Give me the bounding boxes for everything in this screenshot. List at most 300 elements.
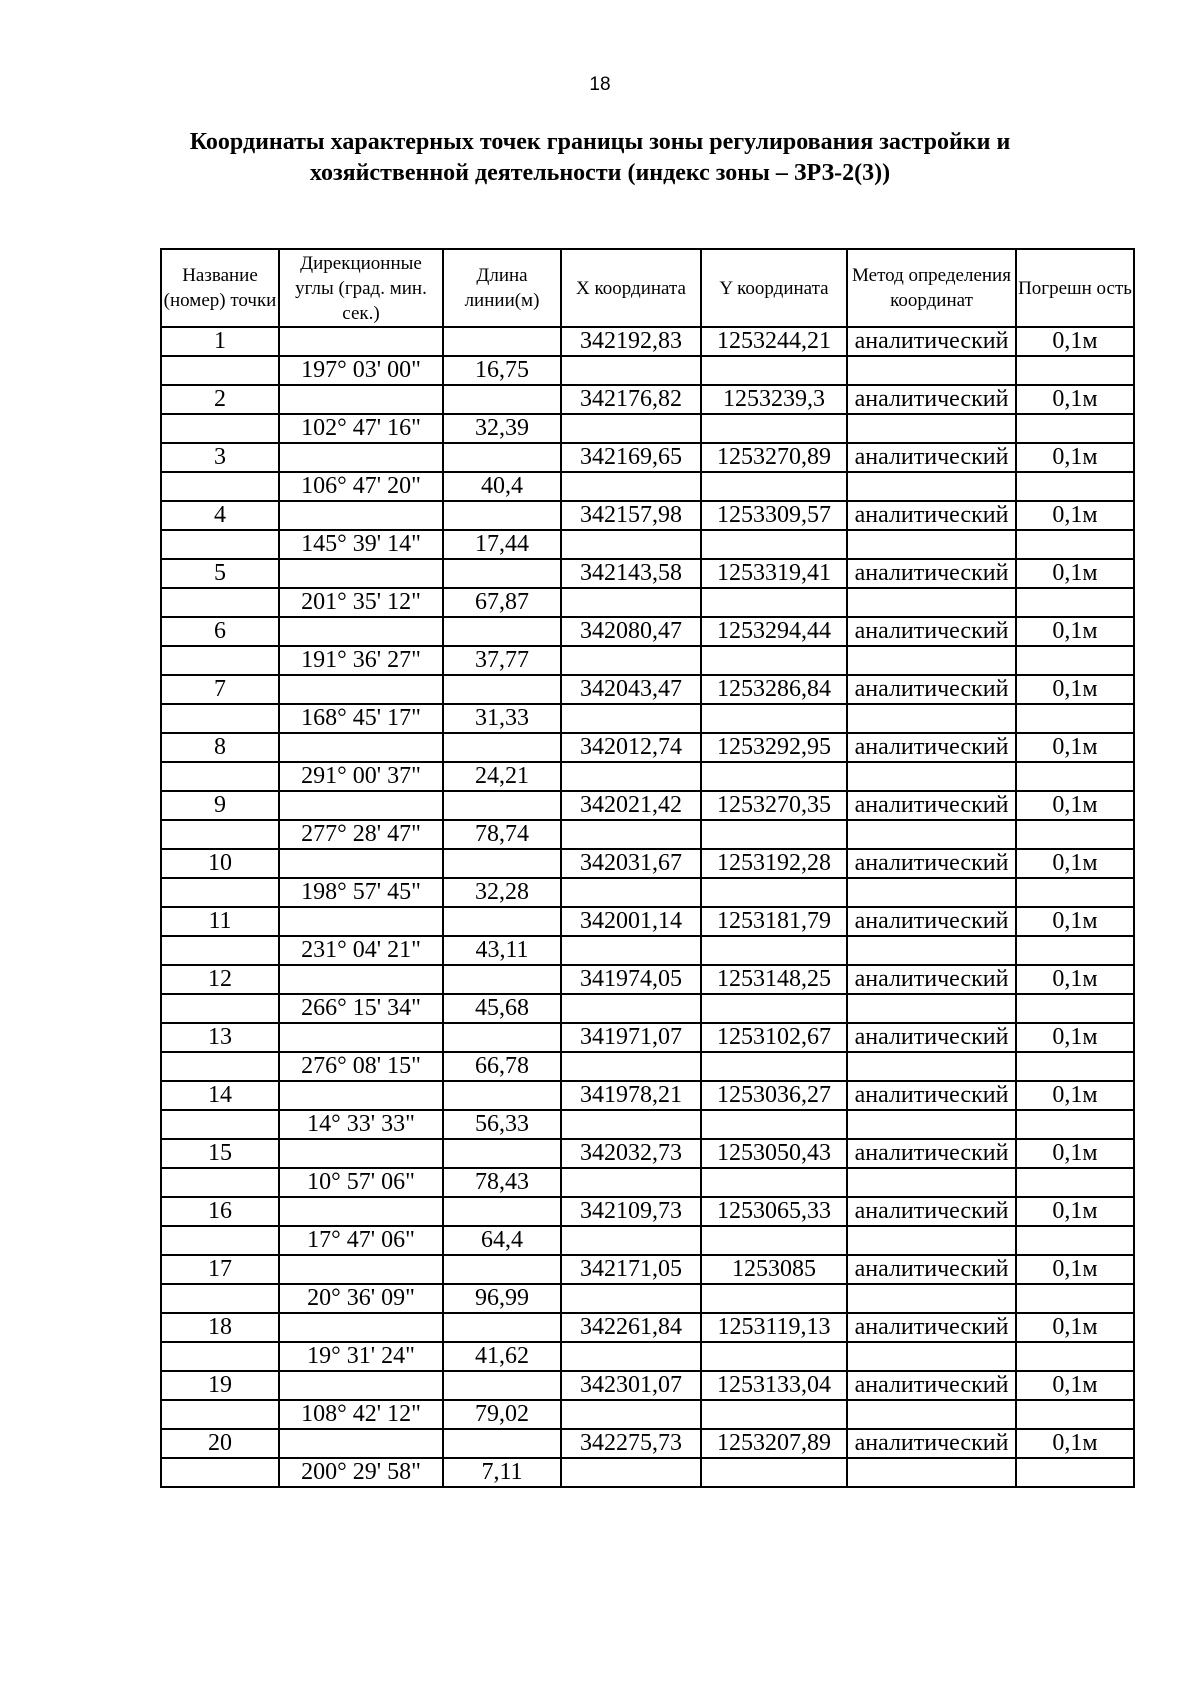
line-length-cell [443, 501, 561, 530]
point-name-cell: 3 [161, 443, 279, 472]
accuracy-cell: 0,1м [1016, 385, 1134, 414]
method-cell [847, 1052, 1016, 1081]
line-length-cell: 43,11 [443, 936, 561, 965]
y-coordinate-cell: 1253319,41 [701, 559, 847, 588]
accuracy-cell [1016, 1284, 1134, 1313]
line-length-cell: 37,77 [443, 646, 561, 675]
point-name-cell: 14 [161, 1081, 279, 1110]
table-row [161, 849, 1134, 878]
method-cell [847, 994, 1016, 1023]
line-length-cell: 24,21 [443, 762, 561, 791]
y-coordinate-cell [701, 1400, 847, 1429]
line-length-cell: 78,74 [443, 820, 561, 849]
method-cell [847, 762, 1016, 791]
x-coordinate-cell [561, 1284, 701, 1313]
method-cell: аналитический [847, 1429, 1016, 1458]
accuracy-cell: 0,1м [1016, 1429, 1134, 1458]
point-name-cell: 5 [161, 559, 279, 588]
method-cell: аналитический [847, 1023, 1016, 1052]
point-name-cell: 18 [161, 1313, 279, 1342]
accuracy-cell: 0,1м [1016, 1255, 1134, 1284]
y-coordinate-cell [701, 1168, 847, 1197]
table-row [161, 675, 1134, 704]
accuracy-cell: 0,1м [1016, 907, 1134, 936]
y-coordinate-cell [701, 936, 847, 965]
direction-angle-cell [279, 1371, 443, 1400]
accuracy-cell [1016, 762, 1134, 791]
direction-angle-cell [279, 501, 443, 530]
table-row [161, 501, 1134, 530]
table-row [161, 588, 1134, 617]
y-coordinate-cell [701, 530, 847, 559]
line-length-cell [443, 327, 561, 356]
y-coordinate-cell: 1253192,28 [701, 849, 847, 878]
header-y-coordinate: Y координата [701, 249, 847, 327]
table-row [161, 1052, 1134, 1081]
point-name-cell [161, 588, 279, 617]
x-coordinate-cell: 342275,73 [561, 1429, 701, 1458]
method-cell [847, 1110, 1016, 1139]
accuracy-cell [1016, 1226, 1134, 1255]
direction-angle-cell [279, 1313, 443, 1342]
method-cell: аналитический [847, 385, 1016, 414]
method-cell [847, 530, 1016, 559]
table-row [161, 1313, 1134, 1342]
accuracy-cell [1016, 1052, 1134, 1081]
table-row [161, 472, 1134, 501]
header-line-length: Длина линии(м) [443, 249, 561, 327]
table-row [161, 617, 1134, 646]
y-coordinate-cell: 1253286,84 [701, 675, 847, 704]
table-row [161, 1284, 1134, 1313]
y-coordinate-cell: 1253065,33 [701, 1197, 847, 1226]
accuracy-cell: 0,1м [1016, 791, 1134, 820]
point-name-cell [161, 762, 279, 791]
line-length-cell: 32,39 [443, 414, 561, 443]
method-cell [847, 1284, 1016, 1313]
accuracy-cell: 0,1м [1016, 1023, 1134, 1052]
y-coordinate-cell [701, 1052, 847, 1081]
table-row [161, 1342, 1134, 1371]
accuracy-cell [1016, 878, 1134, 907]
x-coordinate-cell [561, 646, 701, 675]
table-row [161, 1139, 1134, 1168]
x-coordinate-cell: 341971,07 [561, 1023, 701, 1052]
line-length-cell [443, 965, 561, 994]
x-coordinate-cell [561, 414, 701, 443]
method-cell [847, 1168, 1016, 1197]
method-cell: аналитический [847, 1081, 1016, 1110]
point-name-cell: 17 [161, 1255, 279, 1284]
table-row [161, 965, 1134, 994]
method-cell [847, 1400, 1016, 1429]
point-name-cell [161, 1226, 279, 1255]
method-cell: аналитический [847, 1313, 1016, 1342]
point-name-cell: 11 [161, 907, 279, 936]
y-coordinate-cell [701, 1284, 847, 1313]
x-coordinate-cell: 342109,73 [561, 1197, 701, 1226]
point-name-cell [161, 414, 279, 443]
line-length-cell: 67,87 [443, 588, 561, 617]
direction-angle-cell: 108° 42' 12" [279, 1400, 443, 1429]
line-length-cell [443, 385, 561, 414]
point-name-cell: 10 [161, 849, 279, 878]
coordinates-table [160, 248, 1135, 1488]
x-coordinate-cell [561, 1342, 701, 1371]
x-coordinate-cell [561, 1168, 701, 1197]
direction-angle-cell [279, 907, 443, 936]
method-cell: аналитический [847, 1255, 1016, 1284]
line-length-cell [443, 1023, 561, 1052]
document-title [100, 127, 1100, 189]
accuracy-cell [1016, 472, 1134, 501]
table-row [161, 1226, 1134, 1255]
point-name-cell [161, 1400, 279, 1429]
y-coordinate-cell [701, 646, 847, 675]
accuracy-cell [1016, 530, 1134, 559]
table-row [161, 878, 1134, 907]
y-coordinate-cell [701, 994, 847, 1023]
table-row [161, 1429, 1134, 1458]
x-coordinate-cell [561, 1400, 701, 1429]
method-cell [847, 1458, 1016, 1487]
line-length-cell [443, 1429, 561, 1458]
point-name-cell [161, 1052, 279, 1081]
direction-angle-cell: 20° 36' 09" [279, 1284, 443, 1313]
accuracy-cell: 0,1м [1016, 443, 1134, 472]
accuracy-cell [1016, 588, 1134, 617]
table-row [161, 994, 1134, 1023]
y-coordinate-cell [701, 878, 847, 907]
title-line-1: Координаты характерных точек границы зоны регулирования застройки и [189, 129, 1011, 155]
accuracy-cell: 0,1м [1016, 733, 1134, 762]
method-cell: аналитический [847, 1371, 1016, 1400]
point-name-cell [161, 1110, 279, 1139]
table-row [161, 356, 1134, 385]
point-name-cell [161, 704, 279, 733]
accuracy-cell [1016, 414, 1134, 443]
y-coordinate-cell: 1253270,35 [701, 791, 847, 820]
direction-angle-cell: 200° 29' 58" [279, 1458, 443, 1487]
direction-angle-cell: 145° 39' 14" [279, 530, 443, 559]
line-length-cell [443, 1255, 561, 1284]
table-row [161, 1255, 1134, 1284]
header-direction-angle: Дирекционные углы (град. мин. сек.) [279, 249, 443, 327]
y-coordinate-cell: 1253244,21 [701, 327, 847, 356]
header-point-name: Название (номер) точки [161, 249, 279, 327]
point-name-cell [161, 530, 279, 559]
table-row [161, 1371, 1134, 1400]
direction-angle-cell [279, 791, 443, 820]
direction-angle-cell [279, 965, 443, 994]
method-cell: аналитический [847, 1197, 1016, 1226]
direction-angle-cell [279, 1023, 443, 1052]
table-row [161, 327, 1134, 356]
y-coordinate-cell: 1253148,25 [701, 965, 847, 994]
point-name-cell: 12 [161, 965, 279, 994]
method-cell: аналитический [847, 791, 1016, 820]
x-coordinate-cell [561, 356, 701, 385]
direction-angle-cell: 277° 28' 47" [279, 820, 443, 849]
line-length-cell: 7,11 [443, 1458, 561, 1487]
line-length-cell: 16,75 [443, 356, 561, 385]
method-cell [847, 704, 1016, 733]
y-coordinate-cell [701, 762, 847, 791]
table-row [161, 1023, 1134, 1052]
table-row [161, 762, 1134, 791]
x-coordinate-cell: 341978,21 [561, 1081, 701, 1110]
table-row [161, 1400, 1134, 1429]
direction-angle-cell: 19° 31' 24" [279, 1342, 443, 1371]
page-number: 18 [589, 74, 611, 95]
accuracy-cell [1016, 356, 1134, 385]
direction-angle-cell: 168° 45' 17" [279, 704, 443, 733]
table-row [161, 1458, 1134, 1487]
direction-angle-cell [279, 617, 443, 646]
accuracy-cell: 0,1м [1016, 501, 1134, 530]
method-cell: аналитический [847, 501, 1016, 530]
accuracy-cell [1016, 646, 1134, 675]
title-line-2: хозяйственной деятельности (индекс зоны – ЗРЗ-2(3)) [309, 160, 891, 186]
line-length-cell: 40,4 [443, 472, 561, 501]
x-coordinate-cell [561, 762, 701, 791]
x-coordinate-cell: 341974,05 [561, 965, 701, 994]
point-name-cell: 4 [161, 501, 279, 530]
line-length-cell: 64,4 [443, 1226, 561, 1255]
direction-angle-cell [279, 385, 443, 414]
direction-angle-cell: 266° 15' 34" [279, 994, 443, 1023]
line-length-cell: 17,44 [443, 530, 561, 559]
x-coordinate-cell: 342169,65 [561, 443, 701, 472]
point-name-cell: 9 [161, 791, 279, 820]
table-row [161, 1168, 1134, 1197]
point-name-cell [161, 472, 279, 501]
y-coordinate-cell: 1253294,44 [701, 617, 847, 646]
accuracy-cell [1016, 994, 1134, 1023]
point-name-cell: 20 [161, 1429, 279, 1458]
point-name-cell: 7 [161, 675, 279, 704]
x-coordinate-cell: 342143,58 [561, 559, 701, 588]
direction-angle-cell: 17° 47' 06" [279, 1226, 443, 1255]
point-name-cell [161, 1284, 279, 1313]
x-coordinate-cell [561, 994, 701, 1023]
point-name-cell [161, 994, 279, 1023]
x-coordinate-cell [561, 1226, 701, 1255]
line-length-cell: 66,78 [443, 1052, 561, 1081]
line-length-cell: 96,99 [443, 1284, 561, 1313]
direction-angle-cell [279, 1081, 443, 1110]
point-name-cell: 6 [161, 617, 279, 646]
point-name-cell: 13 [161, 1023, 279, 1052]
accuracy-cell: 0,1м [1016, 1313, 1134, 1342]
point-name-cell [161, 1458, 279, 1487]
x-coordinate-cell: 342176,82 [561, 385, 701, 414]
accuracy-cell [1016, 1400, 1134, 1429]
method-cell [847, 878, 1016, 907]
x-coordinate-cell: 342080,47 [561, 617, 701, 646]
y-coordinate-cell: 1253239,3 [701, 385, 847, 414]
line-length-cell [443, 559, 561, 588]
accuracy-cell: 0,1м [1016, 617, 1134, 646]
direction-angle-cell [279, 849, 443, 878]
y-coordinate-cell: 1253050,43 [701, 1139, 847, 1168]
point-name-cell [161, 1168, 279, 1197]
y-coordinate-cell [701, 1458, 847, 1487]
table-row [161, 646, 1134, 675]
line-length-cell [443, 849, 561, 878]
direction-angle-cell [279, 1429, 443, 1458]
direction-angle-cell: 106° 47' 20" [279, 472, 443, 501]
accuracy-cell [1016, 1458, 1134, 1487]
table-row [161, 733, 1134, 762]
line-length-cell [443, 1371, 561, 1400]
header-x-coordinate: X координата [561, 249, 701, 327]
x-coordinate-cell [561, 1110, 701, 1139]
line-length-cell [443, 1313, 561, 1342]
direction-angle-cell: 197° 03' 00" [279, 356, 443, 385]
line-length-cell: 45,68 [443, 994, 561, 1023]
accuracy-cell: 0,1м [1016, 1139, 1134, 1168]
point-name-cell: 1 [161, 327, 279, 356]
table-row [161, 1081, 1134, 1110]
method-cell: аналитический [847, 1139, 1016, 1168]
y-coordinate-cell [701, 414, 847, 443]
line-length-cell [443, 443, 561, 472]
accuracy-cell [1016, 820, 1134, 849]
method-cell [847, 1342, 1016, 1371]
direction-angle-cell: 276° 08' 15" [279, 1052, 443, 1081]
method-cell [847, 646, 1016, 675]
accuracy-cell: 0,1м [1016, 327, 1134, 356]
method-cell [847, 1226, 1016, 1255]
line-length-cell [443, 791, 561, 820]
x-coordinate-cell: 342001,14 [561, 907, 701, 936]
point-name-cell [161, 820, 279, 849]
direction-angle-cell: 201° 35' 12" [279, 588, 443, 617]
method-cell [847, 472, 1016, 501]
line-length-cell: 32,28 [443, 878, 561, 907]
direction-angle-cell [279, 327, 443, 356]
accuracy-cell [1016, 1110, 1134, 1139]
method-cell [847, 588, 1016, 617]
y-coordinate-cell: 1253270,89 [701, 443, 847, 472]
table-row [161, 1110, 1134, 1139]
y-coordinate-cell [701, 820, 847, 849]
point-name-cell: 2 [161, 385, 279, 414]
x-coordinate-cell: 342261,84 [561, 1313, 701, 1342]
x-coordinate-cell [561, 472, 701, 501]
x-coordinate-cell: 342012,74 [561, 733, 701, 762]
point-name-cell: 15 [161, 1139, 279, 1168]
direction-angle-cell [279, 1255, 443, 1284]
direction-angle-cell: 198° 57' 45" [279, 878, 443, 907]
point-name-cell: 19 [161, 1371, 279, 1400]
x-coordinate-cell [561, 530, 701, 559]
x-coordinate-cell [561, 588, 701, 617]
y-coordinate-cell: 1253292,95 [701, 733, 847, 762]
x-coordinate-cell: 342301,07 [561, 1371, 701, 1400]
y-coordinate-cell: 1253181,79 [701, 907, 847, 936]
method-cell: аналитический [847, 675, 1016, 704]
accuracy-cell: 0,1м [1016, 1197, 1134, 1226]
direction-angle-cell: 291° 00' 37" [279, 762, 443, 791]
direction-angle-cell [279, 443, 443, 472]
x-coordinate-cell: 342032,73 [561, 1139, 701, 1168]
table-row [161, 907, 1134, 936]
y-coordinate-cell: 1253036,27 [701, 1081, 847, 1110]
accuracy-cell: 0,1м [1016, 965, 1134, 994]
direction-angle-cell [279, 1139, 443, 1168]
line-length-cell [443, 733, 561, 762]
point-name-cell [161, 646, 279, 675]
header-method: Метод определения координат [847, 249, 1016, 327]
table-row [161, 530, 1134, 559]
line-length-cell [443, 1197, 561, 1226]
method-cell: аналитический [847, 965, 1016, 994]
method-cell [847, 356, 1016, 385]
header-accuracy: Погрешн ость [1016, 249, 1134, 327]
accuracy-cell: 0,1м [1016, 849, 1134, 878]
direction-angle-cell [279, 733, 443, 762]
x-coordinate-cell [561, 1458, 701, 1487]
method-cell: аналитический [847, 559, 1016, 588]
direction-angle-cell: 231° 04' 21" [279, 936, 443, 965]
x-coordinate-cell [561, 878, 701, 907]
line-length-cell: 79,02 [443, 1400, 561, 1429]
y-coordinate-cell [701, 1342, 847, 1371]
direction-angle-cell [279, 675, 443, 704]
table-row [161, 1197, 1134, 1226]
x-coordinate-cell [561, 820, 701, 849]
x-coordinate-cell: 342171,05 [561, 1255, 701, 1284]
line-length-cell [443, 617, 561, 646]
table-header-row [161, 249, 1134, 327]
y-coordinate-cell: 1253309,57 [701, 501, 847, 530]
x-coordinate-cell [561, 1052, 701, 1081]
table-row [161, 385, 1134, 414]
accuracy-cell: 0,1м [1016, 675, 1134, 704]
method-cell: аналитический [847, 907, 1016, 936]
line-length-cell: 78,43 [443, 1168, 561, 1197]
y-coordinate-cell [701, 1110, 847, 1139]
x-coordinate-cell: 342021,42 [561, 791, 701, 820]
method-cell: аналитический [847, 733, 1016, 762]
table-row [161, 414, 1134, 443]
line-length-cell [443, 907, 561, 936]
x-coordinate-cell: 342157,98 [561, 501, 701, 530]
method-cell: аналитический [847, 327, 1016, 356]
method-cell: аналитический [847, 443, 1016, 472]
y-coordinate-cell [701, 1226, 847, 1255]
method-cell: аналитический [847, 617, 1016, 646]
point-name-cell: 8 [161, 733, 279, 762]
direction-angle-cell: 191° 36' 27" [279, 646, 443, 675]
y-coordinate-cell [701, 472, 847, 501]
table-row [161, 791, 1134, 820]
accuracy-cell [1016, 936, 1134, 965]
x-coordinate-cell: 342043,47 [561, 675, 701, 704]
method-cell: аналитический [847, 849, 1016, 878]
x-coordinate-cell: 342192,83 [561, 327, 701, 356]
accuracy-cell [1016, 1168, 1134, 1197]
direction-angle-cell: 10° 57' 06" [279, 1168, 443, 1197]
y-coordinate-cell [701, 356, 847, 385]
y-coordinate-cell: 1253119,13 [701, 1313, 847, 1342]
accuracy-cell [1016, 704, 1134, 733]
point-name-cell: 16 [161, 1197, 279, 1226]
table-row [161, 443, 1134, 472]
accuracy-cell: 0,1м [1016, 559, 1134, 588]
